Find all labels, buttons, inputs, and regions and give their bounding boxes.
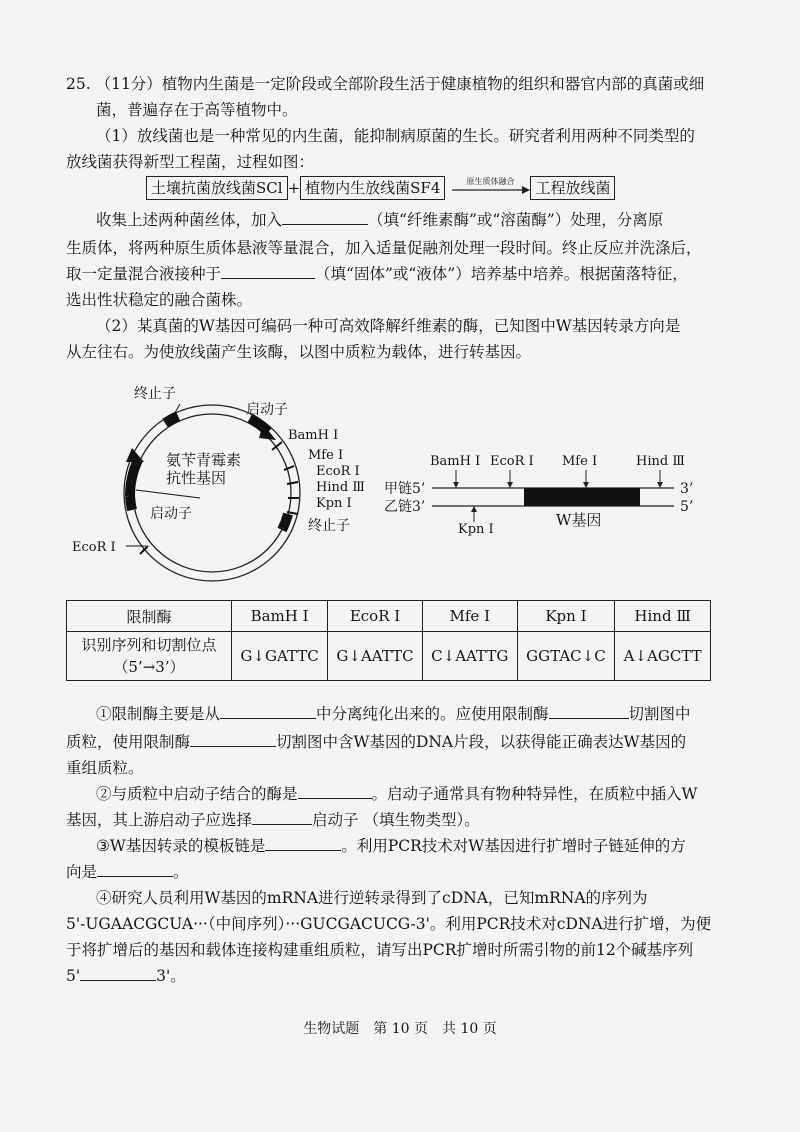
gene-strand-a-label: 甲链5’ <box>384 481 426 497</box>
w-gene-block <box>524 488 640 506</box>
part1-intro-2: 放线菌获得新型工程菌，过程如图： <box>66 153 315 171</box>
blank-medium[interactable] <box>221 262 315 279</box>
q1-line-2: 质粒，使用限制酶 切割图中含W基因的DNA片段，以获得能正确表达W基因的 <box>66 730 686 754</box>
blank-primer[interactable] <box>80 964 156 981</box>
flow-box-engineered: 工程放线菌 <box>530 176 615 200</box>
q4-line-2: 5'-UGAACGCUA···（中间序列）···GUCGACUCG-3'。利用PCR技术对cDNA进行扩增，为便 <box>66 915 712 933</box>
q1-line-3: 重组质粒。 <box>66 759 144 777</box>
gene-end-b-label: 5’ <box>680 499 694 515</box>
gene-kpni-label: Kpn Ⅰ <box>458 522 494 537</box>
blank-polymerase[interactable] <box>298 782 372 799</box>
table-sites-row <box>67 632 711 681</box>
part2-intro-1: （2）某真菌的W基因可编码一种可高效降解纤维素的酶，已知图中W基因转录方向是 <box>96 317 681 335</box>
gene-bamhi-label: BamH Ⅰ <box>430 454 481 469</box>
blank-promoter-type[interactable] <box>252 808 312 825</box>
plasmid-amp-label-2: 抗性基因 <box>166 469 227 487</box>
table-row-label: 识别序列和切割位点 （5’→3’） <box>67 632 232 681</box>
q3-line-2: 向是 。 <box>66 860 189 884</box>
q4-line-4: 5' 3'。 <box>66 964 186 988</box>
blank-direction[interactable] <box>97 860 173 877</box>
question-line-1: 25. （11分）植物内生菌是一定阶段或全部阶段生活于健康植物的组织和器官内部的真菌或细 <box>66 75 705 93</box>
q3-line-1: ③W基因转录的模板链是 。利用PCR技术对W基因进行扩增时子链延伸的方 <box>96 834 686 858</box>
question-line-2: 菌，普遍存在于高等植物中。 <box>96 101 298 119</box>
flow-plus: + <box>287 179 301 197</box>
table-site-ecori: G↓AATTC <box>328 632 423 681</box>
q4-line-1: ④研究人员利用W基因的mRNA进行逆转录得到了cDNA，已知mRNA的序列为 <box>96 889 648 907</box>
q2-line-1: ②与质粒中启动子结合的酶是 。启动子通常具有物种特异性，在质粒中插入W <box>96 782 697 806</box>
gene-mfei-label: Mfe Ⅰ <box>562 454 598 469</box>
table-header-label: 限制酶 <box>67 601 232 632</box>
part1-line-4: 选出性状稳定的融合菌株。 <box>66 291 253 309</box>
page-footer: 生物试题 第 10 页 共 10 页 <box>303 1021 497 1037</box>
q2-line-2: 基因，其上游启动子应选择 启动子 （填生物类型）。 <box>66 808 480 832</box>
promoter-left-block <box>130 496 132 510</box>
plasmid-mfei-label: Mfe Ⅰ <box>308 448 344 463</box>
table-enzyme-ecori: EcoR Ⅰ <box>328 601 423 632</box>
q1-line-1: ①限制酶主要是从 中分离纯化出来的。应使用限制酶 切割图中 <box>96 702 691 726</box>
table-site-kpni: GGTAC↓C <box>517 632 615 681</box>
plasmid-terminator-bottom-label: 终止子 <box>308 518 350 534</box>
flow-arrow-label: 原生质体融合 <box>466 177 515 186</box>
gene-w-label: W基因 <box>556 511 602 529</box>
part1-intro-1: （1）放线菌也是一种常见的内生菌，能抑制病原菌的生长。研究者利用两种不同类型的 <box>96 127 695 145</box>
blank-enzyme-gene[interactable] <box>190 730 276 747</box>
blank-source[interactable] <box>220 702 316 719</box>
restriction-enzyme-table <box>66 600 711 681</box>
gene-end-a-label: 3’ <box>680 481 694 497</box>
q4-line-3: 于将扩增后的基因和载体连接构建重组质粒，请写出PCR扩增时所需引物的前12个碱基序列 <box>66 941 694 959</box>
plasmid-hindiii-label: Hind Ⅲ <box>316 480 365 495</box>
arrow-right-icon <box>450 176 530 198</box>
table-enzyme-kpni: Kpn Ⅰ <box>517 601 615 632</box>
plasmid-kpni-label: Kpn Ⅰ <box>316 496 352 511</box>
gene-hindiii-label: Hind Ⅲ <box>636 454 685 469</box>
table-enzyme-hindiii: Hind Ⅲ <box>615 601 711 632</box>
plasmid-terminator-top-label: 终止子 <box>134 386 176 402</box>
table-site-hindiii: A↓AGCTT <box>615 632 711 681</box>
terminator-top-block <box>165 416 178 423</box>
plasmid-ecori-left-label: EcoR Ⅰ <box>72 540 116 555</box>
table-enzyme-bamhi: BamH Ⅰ <box>232 601 328 632</box>
terminator-bottom-block <box>282 514 288 530</box>
blank-template-strand[interactable] <box>265 834 341 851</box>
table-header-row <box>67 601 711 632</box>
table-site-bamhi: G↓GATTC <box>232 632 328 681</box>
blank-enzyme-plasmid[interactable] <box>549 702 629 719</box>
blank-enzyme[interactable] <box>282 208 368 225</box>
part1-line-1: 收集上述两种菌丝体，加入 （填“纤维素酶”或“溶菌酶”）处理，分离原 <box>96 208 663 232</box>
plasmid-ecori-right-label: EcoR Ⅰ <box>316 464 360 479</box>
table-enzyme-mfei: Mfe Ⅰ <box>422 601 517 632</box>
gene-strand-b-label: 乙链3’ <box>384 499 426 515</box>
plasmid-promoter-top-label: 启动子 <box>246 402 288 418</box>
plasmid-promoter-left-label: 启动子 <box>150 506 192 522</box>
table-site-mfei: C↓AATTG <box>422 632 517 681</box>
plasmid-amp-label-1: 氨苄青霉素 <box>166 451 242 469</box>
flow-box-sf4: 植物内生放线菌SF4 <box>300 176 445 200</box>
flow-box-scl: 土壤抗菌放线菌SCl <box>146 176 288 200</box>
plasmid-outer-ring <box>124 405 300 581</box>
plasmid-bamhi-label: BamH Ⅰ <box>288 428 339 443</box>
part2-intro-2: 从左往右。为使放线菌产生该酶，以图中质粒为载体，进行转基因。 <box>66 343 532 361</box>
gene-ecori-label: EcoR Ⅰ <box>490 454 534 469</box>
flow-arrow <box>450 176 530 198</box>
part1-line-3: 取一定量混合液接种于 （填“固体”或“液体”）培养基中培养。根据菌落特征， <box>66 262 688 286</box>
part1-line-2: 生质体，将两种原生质体悬液等量混合，加入适量促融剂处理一段时间。终止反应并洗涤后， <box>66 239 702 257</box>
fusion-flow-diagram <box>146 176 615 202</box>
